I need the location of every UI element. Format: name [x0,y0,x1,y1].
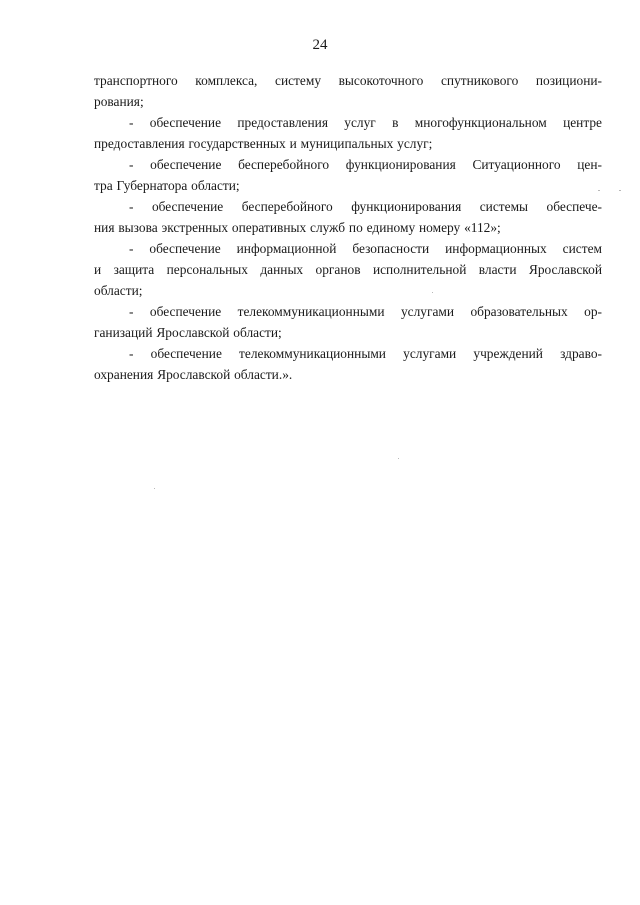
list-item-line: - обеспечение телекоммуникационными услугами учреждений здраво- [129,346,602,361]
text-line: охранения Ярославской области.». [94,367,293,382]
scan-speck [619,190,621,191]
page-number: 24 [312,37,328,53]
list-item-line: - обеспечение бесперебойного функционирования Ситуационного цен- [129,157,602,172]
scan-speck [432,292,433,293]
list-item-line: - обеспечение телекоммуникационными услугами образовательных ор- [129,304,602,319]
text-line: предоставления государственных и муниципальных услуг; [94,136,433,151]
text-line: тра Губернатора области; [94,178,240,193]
text-line: области; [94,283,143,298]
list-item-line: - обеспечение информационной безопасности информационных систем [129,241,602,256]
text-line: транспортного комплекса, систему высокоточного спутникового позициони- [94,73,602,88]
body-text [94,70,602,385]
scan-speck [154,488,155,489]
scan-speck [398,458,399,459]
list-item-line: - обеспечение бесперебойного функционирования системы обеспече- [129,199,602,214]
text-line: ганизаций Ярославской области; [94,325,282,340]
text-line: ния вызова экстренных оперативных служб по единому номеру «112»; [94,220,501,235]
text-line: и защита персональных данных органов исполнительной власти Ярославской [94,262,602,277]
list-item-line: - обеспечение предоставления услуг в многофункциональном центре [129,115,602,130]
scan-speck [598,190,600,191]
text-line: рования; [94,94,144,109]
